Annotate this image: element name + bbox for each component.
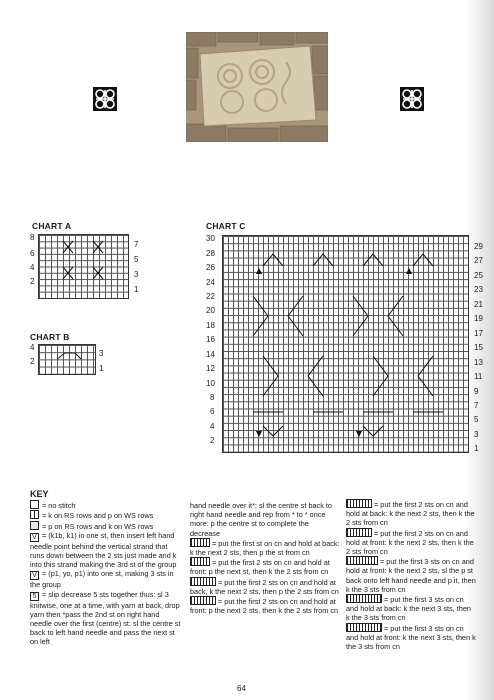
chart-a-row-6: 6 bbox=[30, 249, 35, 258]
celtic-knot-left-icon bbox=[92, 86, 118, 112]
chart-c-row-13: 13 bbox=[474, 358, 483, 367]
cable-4st-front-symbol-icon bbox=[346, 528, 372, 537]
key-item-p1-yo-p1: V = (p1, yo, p1) into one st, making 3 sts in the group bbox=[30, 569, 174, 590]
key-item-slip-decrease: 5 = slip decrease 5 sts together thus: sl 3 knitwise, one at a time, with yarn at back, drop yarn then *pass the 2nd st on right hand needle over the first (centre) st: sl the centre st back to left hand needle and pass the next st on left bbox=[30, 589, 181, 647]
chart-c-row-23: 23 bbox=[474, 285, 483, 294]
key-item-cable-3-3-back: = put the first 3 sts on cn and hold at back: k the next 3 sts, then k the 3 sts from cn bbox=[346, 595, 471, 623]
chart-c-row-7: 7 bbox=[474, 401, 479, 410]
key-item-cable-2-1-front: = put the first 2 sts on cn and hold at front: p the next st, then k the 2 sts from cn bbox=[190, 558, 330, 577]
key-item-cable-2-2-back-purl: = put the first 2 sts on cn and hold at back, k the next 2 sts, then p the 2 sts from cn bbox=[190, 577, 339, 596]
key-item-decrease-continued: hand needle over it*; sl the centre st back to right hand needle and rep from * to * once more: p the centre st to complete the decrease bbox=[190, 501, 332, 538]
chart-a-grid bbox=[38, 234, 129, 299]
chart-c-row-22: 22 bbox=[206, 292, 215, 301]
chart-c-row-11: 11 bbox=[474, 372, 483, 381]
chart-c-row-1: 1 bbox=[474, 444, 479, 453]
cable-3st-front-symbol-icon bbox=[190, 557, 210, 566]
key-column-3 bbox=[346, 499, 476, 651]
carved-stone-photo bbox=[186, 32, 328, 142]
key-column-2 bbox=[190, 501, 340, 615]
cable-4st-back-symbol-icon bbox=[346, 499, 372, 508]
chart-c-row-17: 17 bbox=[474, 329, 483, 338]
key-item-k1b-k1: V = (k1b, k1) in one st, then insert left hand needle point behind the vertical strand that runs down between the 2 sts just made and k into this strand making the 3rd st of the group bbox=[30, 530, 177, 570]
chart-b-row-4: 4 bbox=[30, 343, 35, 352]
cable-6st-back-symbol-icon bbox=[346, 594, 382, 603]
chart-c-row-4: 4 bbox=[210, 422, 215, 431]
purl-symbol-icon bbox=[30, 521, 39, 530]
chart-c-row-21: 21 bbox=[474, 300, 483, 309]
purl-increase-symbol-icon: V bbox=[30, 571, 39, 580]
knit-symbol-icon bbox=[30, 510, 39, 519]
chart-c-row-8: 8 bbox=[210, 393, 215, 402]
chart-c-row-10: 10 bbox=[206, 379, 215, 388]
chart-c-row-26: 26 bbox=[206, 263, 215, 272]
key-title: KEY bbox=[30, 489, 49, 499]
chart-c-row-6: 6 bbox=[210, 407, 215, 416]
key-item-cable-2-1-back: = put the first st on cn and hold at back: k the next 2 sts, then p the st from cn bbox=[190, 538, 340, 558]
cable-4st-front-purl-symbol-icon bbox=[190, 596, 216, 605]
key-item-cable-2-2-front: = put the first 2 sts on cn and hold at front: k the next 2 sts, then k the 2 sts from cn bbox=[346, 528, 474, 557]
chart-b-cables bbox=[39, 345, 95, 374]
chart-c-row-9: 9 bbox=[474, 387, 479, 396]
no-stitch-symbol-icon bbox=[30, 500, 39, 509]
chart-a-row-1: 1 bbox=[134, 285, 139, 294]
chart-c-title: CHART C bbox=[206, 221, 246, 231]
cable-4st-back-purl-symbol-icon bbox=[190, 577, 216, 586]
key-column-1 bbox=[30, 490, 182, 647]
key-item-cable-3-3-front: = put the first 3 sts on cn and hold at front: k the next 3 sts, then k the 3 sts from cn bbox=[346, 623, 476, 652]
page-number: 64 bbox=[237, 684, 246, 693]
cable-6st-front-symbol-icon bbox=[346, 623, 382, 632]
celtic-knot-right-icon bbox=[399, 86, 425, 112]
chart-c-row-5: 5 bbox=[474, 415, 479, 424]
chart-b-row-1: 1 bbox=[99, 364, 104, 373]
chart-c-row-15: 15 bbox=[474, 343, 483, 352]
chart-a-cables bbox=[39, 235, 128, 298]
key-item-cable-2-2-back: = put the first 2 sts on cn and hold at back: k the next 2 sts, then k the 2 sts from cn bbox=[346, 500, 475, 528]
chart-c-row-3: 3 bbox=[474, 430, 479, 439]
chart-c-row-2: 2 bbox=[210, 436, 215, 445]
cable-7st-front-symbol-icon bbox=[346, 556, 378, 565]
chart-c-row-30: 30 bbox=[206, 234, 215, 243]
chart-b-row-3: 3 bbox=[99, 349, 104, 358]
chart-c-row-18: 18 bbox=[206, 321, 215, 330]
chart-b-row-2: 2 bbox=[30, 357, 35, 366]
chart-a-title: CHART A bbox=[32, 221, 72, 231]
key-item-cable-3-1-3-front: = put the first 3 sts on cn and hold at front: k the next 2 sts, sl the p st back onto left hand needle and p it, then k the 3 sts from cn bbox=[346, 557, 476, 594]
chart-c-row-16: 16 bbox=[206, 335, 215, 344]
chart-c-row-19: 19 bbox=[474, 314, 483, 323]
chart-c-row-12: 12 bbox=[206, 364, 215, 373]
key-item-purl: = p on RS rows and k on WS rows bbox=[30, 521, 182, 531]
chart-c-row-24: 24 bbox=[206, 278, 215, 287]
key-item-cable-2-2-front-purl: = put the first 2 sts on cn and hold at front: p the next 2 sts, then k the 2 sts from cn bbox=[190, 597, 339, 616]
chart-a-row-3: 3 bbox=[134, 270, 139, 279]
chart-c-row-20: 20 bbox=[206, 306, 215, 315]
cable-3st-back-symbol-icon bbox=[190, 538, 210, 547]
chart-c-row-14: 14 bbox=[206, 350, 215, 359]
chart-c-cables bbox=[223, 236, 468, 452]
chart-c-row-28: 28 bbox=[206, 249, 215, 258]
chart-c-grid bbox=[222, 235, 469, 453]
key-item-knit: = k on RS rows and p on WS rows bbox=[30, 510, 182, 520]
chart-a-row-4: 4 bbox=[30, 263, 35, 272]
chart-b-title: CHART B bbox=[30, 332, 70, 342]
chart-a-row-7: 7 bbox=[134, 240, 139, 249]
chart-b-grid bbox=[38, 344, 96, 375]
chart-c-row-29: 29 bbox=[474, 242, 483, 251]
chart-a-row-2: 2 bbox=[30, 277, 35, 286]
chart-a-row-8: 8 bbox=[30, 233, 35, 242]
chart-a-row-5: 5 bbox=[134, 255, 139, 264]
increase-v-symbol-icon: V bbox=[30, 533, 39, 542]
chart-c-row-25: 25 bbox=[474, 271, 483, 280]
slip-decrease-symbol-icon: 5 bbox=[30, 592, 39, 601]
key-item-no-stitch: = no stitch bbox=[30, 500, 182, 510]
chart-c-row-27: 27 bbox=[474, 256, 483, 265]
